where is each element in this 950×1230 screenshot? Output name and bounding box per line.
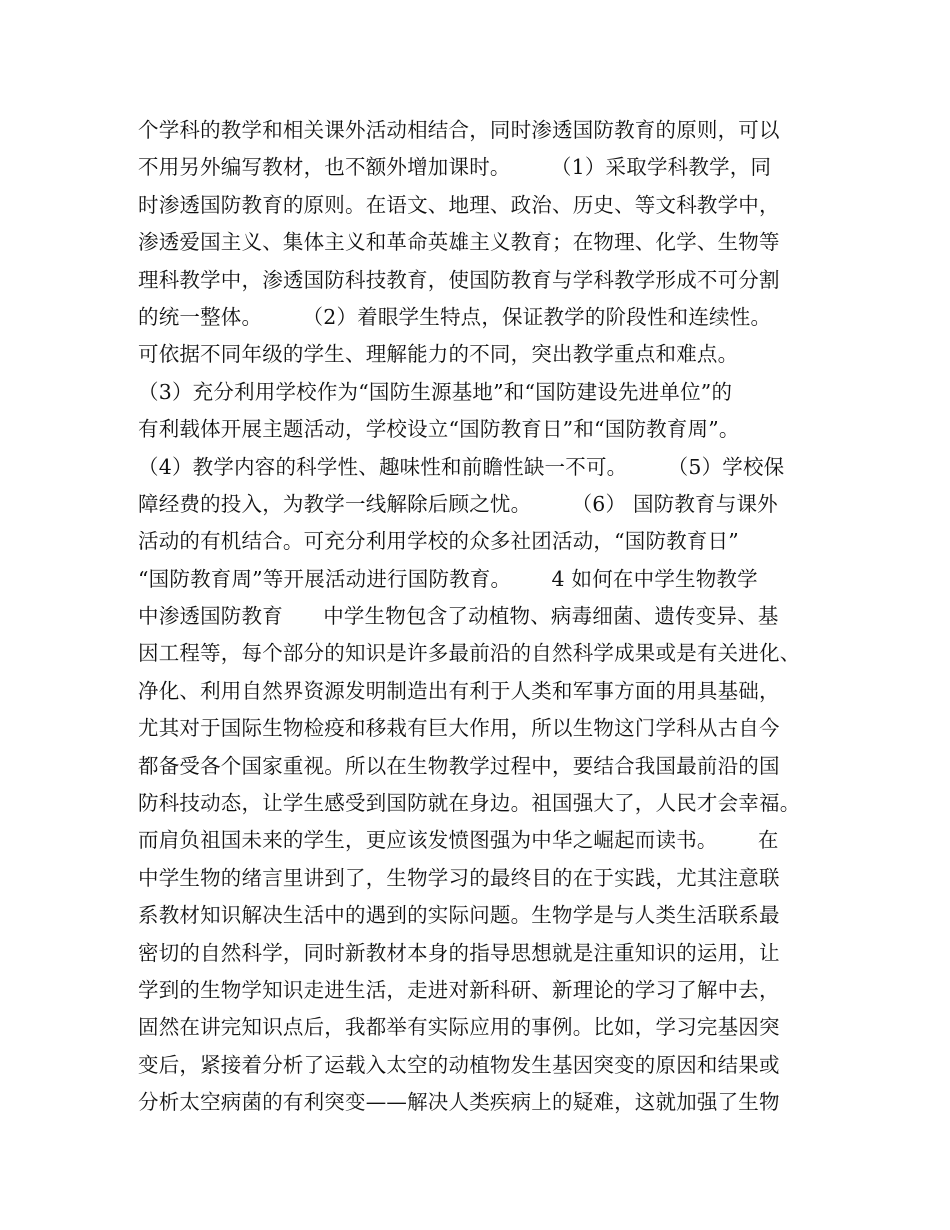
text-line: 净化、利用自然界资源发明制造出有利于人类和军事方面的用具基础， [138,678,780,703]
text-line: （4）教学内容的科学性、趣味性和前瞻性缺一不可。 （5）学校保 [138,454,785,479]
text-line: 活动的有机结合。可充分利用学校的众多社团活动，“国防教育日” [138,529,739,554]
text-line: 时渗透国防教育的原则。在语文、地理、政治、历史、等文科教学中， [138,192,780,217]
text-line: 的统一整体。 （2）着眼学生特点，保证教学的阶段性和连续性。 [138,304,772,329]
text-line: 不用另外编写教材，也不额外增加课时。 （1）采取学科教学，同 [138,155,772,180]
text-line: 变后，紧接着分析了运载入太空的动植物发生基因突变的原因和结果或 [138,1052,780,1077]
body-text [138,112,838,1122]
text-line: 理科教学中，渗透国防科技教育，使国防教育与学科教学形成不可分割 [138,267,780,292]
text-line: 密切的自然科学，同时新教材本身的指导思想就是注重知识的运用，让 [138,940,780,965]
text-line: 中渗透国防教育 中学生物包含了动植物、病毒细菌、遗传变异、基 [138,604,779,629]
text-line: 分析太空病菌的有利突变——解决人类疾病上的疑难，这就加强了生物 [138,1090,780,1115]
text-line: 固然在讲完知识点后，我都举有实际应用的事例。比如，学习完基因突 [138,1015,780,1040]
text-line: 防科技动态，让学生感受到国防就在身边。祖国强大了，人民才会幸福。 [138,791,801,816]
text-line: 学到的生物学知识走进生活，走进对新科研、新理论的学习了解中去， [138,977,780,1002]
text-line: 渗透爱国主义、集体主义和革命英雄主义教育；在物理、化学、生物等 [138,230,780,255]
text-line: 都备受各个国家重视。所以在生物教学过程中，要结合我国最前沿的国 [138,753,780,778]
text-line: 有利载体开展主题活动，学校设立“国防教育日”和“国防教育周”。 [138,417,740,442]
text-line: 因工程等，每个部分的知识是许多最前沿的自然科学成果或是有关进化、 [138,641,801,666]
text-line: 中学生物的绪言里讲到了，生物学习的最终目的在于实践，尤其注意联 [138,865,780,890]
text-line: 障经费的投入，为教学一线解除后顾之忧。 （6） 国防教育与课外 [138,491,778,516]
text-line: 尤其对于国际生物检疫和移栽有巨大作用，所以生物这门学科从古自今 [138,716,780,741]
text-line: 系教材知识解决生活中的遇到的实际问题。生物学是与人类生活联系最 [138,903,780,928]
text-line: “国防教育周”等开展活动进行国防教育。 4 如何在中学生物教学 [138,566,758,591]
text-line: 而肩负祖国未来的学生，更应该发愤图强为中华之崛起而读书。 在 [138,828,779,853]
text-line: （3）充分利用学校作为“国防生源基地”和“国防建设先进单位”的 [138,379,733,404]
text-line: 个学科的教学和相关课外活动相结合，同时渗透国防教育的原则，可以 [138,118,780,142]
text-line: 可依据不同年级的学生、理解能力的不同，突出教学重点和难点。 [138,342,739,367]
